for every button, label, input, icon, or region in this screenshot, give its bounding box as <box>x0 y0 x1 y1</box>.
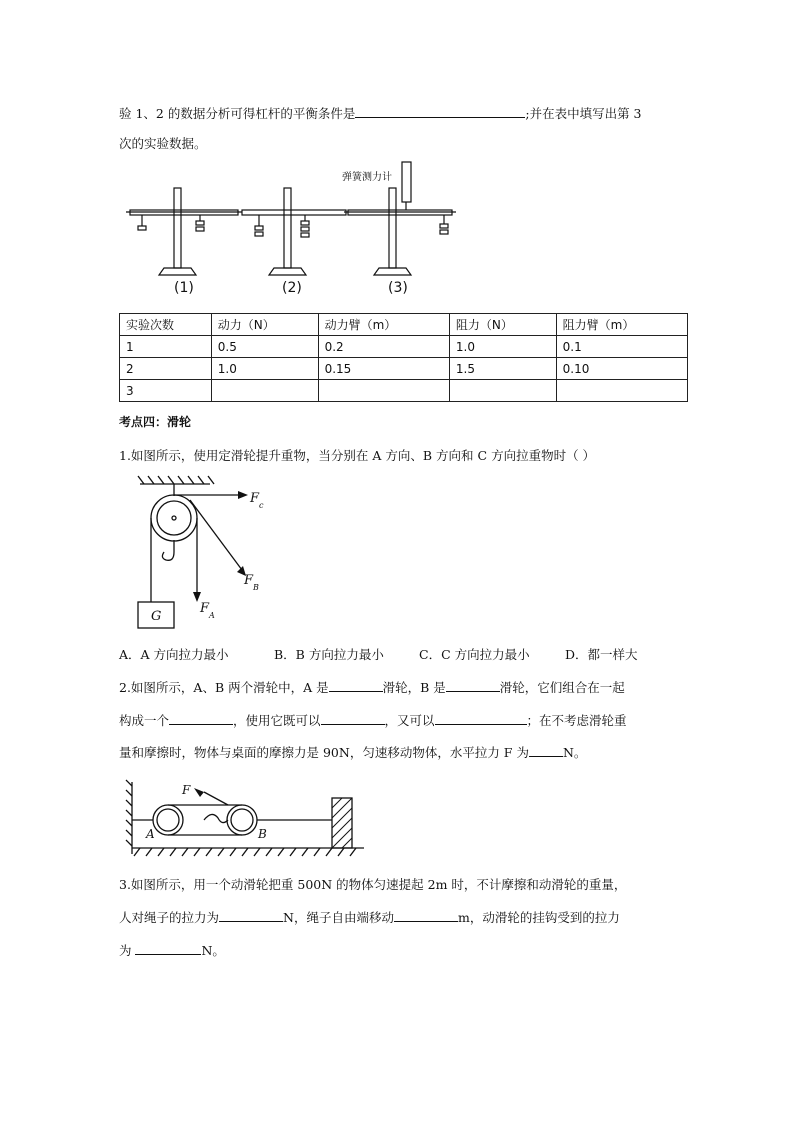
table-cell: 1.0 <box>449 336 556 358</box>
q2-line-1 <box>119 678 625 696</box>
table-header-cell: 阻力臂（m） <box>556 314 687 336</box>
q2-text: 滑轮，B 是 <box>382 680 446 695</box>
label-fb: F <box>244 573 254 588</box>
q2-line-2 <box>119 711 627 729</box>
label-fa: F <box>200 601 210 616</box>
spring-scale-label: 弹簧测力计 <box>342 172 392 183</box>
q2-text: N。 <box>562 745 587 760</box>
table-header-cell: 实验次数 <box>120 314 212 336</box>
q2-text: 量和摩擦时，物体与桌面的摩擦力是 90N，匀速移动物体，水平拉力 F 为 <box>119 745 529 760</box>
fixed-pulley-figure <box>126 474 296 632</box>
table-cell: 0.2 <box>318 336 449 358</box>
option-a[interactable]: A．A 方向拉力最小 <box>119 647 229 662</box>
q2-text: 滑轮，它们组合在一起 <box>499 680 625 695</box>
q3-text: m，动滑轮的挂钩受到的拉力 <box>457 910 620 925</box>
option-b[interactable]: B．B 方向拉力最小 <box>274 647 384 662</box>
table-cell: 1.5 <box>449 358 556 380</box>
table-row <box>120 336 688 358</box>
table-row <box>120 358 688 380</box>
q2-text: 构成一个 <box>119 713 170 728</box>
table-cell: 2 <box>120 358 212 380</box>
table-cell: 1.0 <box>211 358 318 380</box>
table-cell[interactable] <box>449 380 556 402</box>
label-fc: F <box>250 491 260 506</box>
answer-blank[interactable] <box>446 678 500 692</box>
pulley-system-figure <box>124 772 374 862</box>
lever-label-3: (3) <box>388 280 408 296</box>
table-header-row <box>120 314 688 336</box>
table-cell[interactable] <box>211 380 318 402</box>
answer-blank[interactable] <box>529 743 563 757</box>
q3-line-1: 3.如图所示，用一个动滑轮把重 500N 的物体匀速提起 2m 时，不计摩擦和动滑轮的重量， <box>119 877 627 892</box>
table-cell: 0.5 <box>211 336 318 358</box>
lever-label-2: (2) <box>282 280 302 296</box>
answer-blank[interactable] <box>321 711 385 725</box>
q2-text: ；在不考虑滑轮重 <box>526 713 627 728</box>
table-header-cell: 动力（N） <box>211 314 318 336</box>
table-header-cell: 阻力（N） <box>449 314 556 336</box>
table-header-cell: 动力臂（m） <box>318 314 449 336</box>
q2-line-3 <box>119 743 586 761</box>
q3-text: N，绳子自由端移动 <box>283 910 394 925</box>
intro-line-2: 次的实验数据。 <box>119 136 207 151</box>
table-cell[interactable] <box>318 380 449 402</box>
table-cell: 3 <box>120 380 212 402</box>
q3-text: 为 <box>119 943 136 958</box>
intro-line-1 <box>119 104 642 122</box>
label-fc-sub: c <box>259 501 264 510</box>
table-cell[interactable] <box>556 380 687 402</box>
lever-1 <box>126 188 242 275</box>
option-c[interactable]: C．C 方向拉力最小 <box>419 647 530 662</box>
label-a: A <box>146 827 155 841</box>
label-f: F <box>182 783 191 797</box>
answer-blank[interactable] <box>435 711 527 725</box>
answer-blank[interactable] <box>329 678 383 692</box>
q2-text: 2.如图所示，A、B 两个滑轮中，A 是 <box>119 680 329 695</box>
q3-line-2 <box>119 908 620 926</box>
table-cell: 1 <box>120 336 212 358</box>
answer-blank[interactable] <box>169 711 233 725</box>
label-fb-sub: B <box>253 583 259 592</box>
lever-experiment-figure <box>124 158 464 300</box>
experiment-table <box>119 313 688 402</box>
table-cell: 0.10 <box>556 358 687 380</box>
label-fa-sub: A <box>209 611 215 620</box>
label-b: B <box>258 827 267 841</box>
label-g: G <box>151 609 162 624</box>
option-d[interactable]: D．都一样大 <box>565 647 638 662</box>
answer-blank[interactable] <box>219 908 283 922</box>
intro-text-b: ;并在表中填写出第 3 <box>525 106 642 121</box>
answer-blank[interactable] <box>394 908 458 922</box>
q2-text: ，使用它既可以 <box>233 713 321 728</box>
intro-text-a: 验 1、2 的数据分析可得杠杆的平衡条件是 <box>119 106 356 121</box>
q1-options <box>119 647 638 663</box>
q2-text: ，又可以 <box>384 713 435 728</box>
section-title: 考点四：滑轮 <box>119 415 192 429</box>
answer-blank[interactable] <box>135 941 201 955</box>
table-row <box>120 380 688 402</box>
table-cell: 0.15 <box>318 358 449 380</box>
lever-2 <box>242 188 346 275</box>
q3-text: N。 <box>201 943 225 958</box>
q3-line-3 <box>119 941 225 959</box>
q1-stem: 1.如图所示，使用定滑轮提升重物，当分别在 A 方向、B 方向和 C 方向拉重物时（ ） <box>119 448 596 463</box>
answer-blank[interactable] <box>355 104 525 118</box>
lever-label-1: (1) <box>174 280 194 296</box>
table-cell: 0.1 <box>556 336 687 358</box>
q3-text: 人对绳子的拉力为 <box>119 910 220 925</box>
